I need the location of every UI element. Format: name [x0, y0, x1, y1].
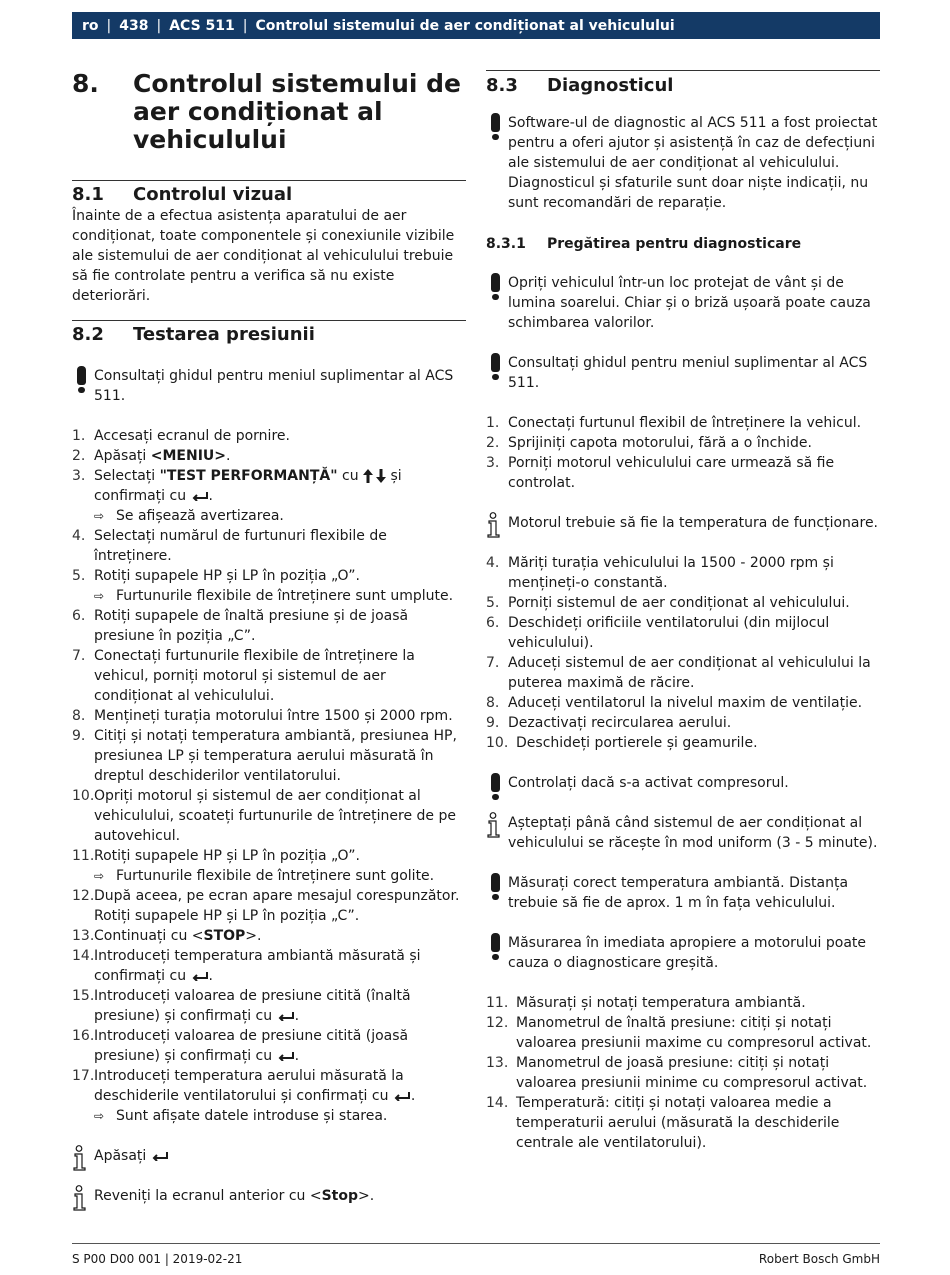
list-item: 13. Manometrul de joasă presiune: citiți și notați valoarea presiunii minime cu compresorul activat.	[486, 1055, 868, 1091]
warning-icon	[486, 353, 508, 393]
list-item: 3. Selectați "TEST PERFORMANȚĂ" cu și confirmați cu .	[72, 468, 402, 504]
list-item: 10. Deschideți portierele și geamurile.	[486, 735, 758, 751]
list-item: 13. Continuați cu <STOP>.	[72, 928, 262, 944]
list-item: 11. Măsurați și notați temperatura ambiantă.	[486, 995, 806, 1011]
header-page-number: 438	[119, 17, 149, 34]
result-arrow-icon: ⇨	[94, 869, 105, 883]
list-item: 10. Opriți motorul și sistemul de aer condiționat al vehiculului, scoateți furtunurile de întreținere de pe autovehicul.	[72, 788, 456, 844]
list-item: 6. Rotiți supapele de înaltă presiune și de joasă presiune în poziția „C”.	[72, 608, 409, 644]
step-result: ⇨ Se afișează avertizarea.	[94, 508, 284, 524]
warning-text: Consultați ghidul pentru meniul suplimentar al ACS 511.	[508, 355, 868, 391]
list-item: 12. Manometrul de înaltă presiune: citiți și notați valoarea presiunii maxime cu compresorul activat.	[486, 1015, 872, 1051]
list-item: 17. Introduceți temperatura aerului măsurată la deschiderile ventilatorului și confirmați cu .	[72, 1068, 416, 1104]
footer-doc-info	[72, 1252, 242, 1266]
step-result: ⇨ Furtunurile flexibile de întreținere sunt golite.	[94, 868, 435, 884]
warning-text: Opriți vehiculul într-un loc protejat de vânt și de lumina soarelui. Chiar și o briză ușoară poate cauza schimbarea valorilor.	[508, 275, 871, 331]
info-note: Apăsați	[72, 1146, 466, 1166]
diagnosis-measure-steps	[486, 993, 880, 1153]
warning-note	[486, 113, 880, 213]
step-result: ⇨ Furtunurile flexibile de întreținere sunt umplute.	[94, 588, 454, 604]
header-separator: |	[156, 17, 162, 34]
chapter-number: 8.	[72, 69, 99, 98]
warning-icon	[486, 773, 508, 793]
warning-text: Consultați ghidul pentru meniul suplimentar al ACS 511.	[94, 368, 454, 404]
list-item: 1. Accesați ecranul de pornire.	[72, 428, 290, 444]
pressure-test-steps	[72, 426, 466, 506]
page-header	[72, 12, 880, 39]
pressure-test-steps	[72, 606, 466, 866]
enter-key-icon	[393, 1091, 411, 1101]
header-title: Controlul sistemului de aer condiționat al vehiculului	[255, 17, 675, 34]
footer-separator: |	[164, 1252, 173, 1266]
enter-key-icon	[277, 1051, 295, 1061]
warning-icon	[486, 873, 508, 913]
diagnosis-prep-steps	[486, 413, 880, 493]
header-separator: |	[106, 17, 112, 34]
list-item: 7. Conectați furtunurile flexibile de întreținere la vehicul, porniți motorul și sistemul de aer condiționat al vehiculului.	[72, 648, 415, 704]
chapter-heading	[72, 70, 466, 154]
warning-note: Măsurați corect temperatura ambiantă. Distanța trebuie să fie de aprox. 1 m în fața vehiculului.	[486, 873, 880, 913]
info-icon	[486, 813, 508, 853]
warning-icon	[486, 933, 508, 973]
list-item: 2. Sprijiniți capota motorului, fără a o închide.	[486, 435, 812, 451]
section-number: 8.2	[72, 324, 104, 345]
section-divider	[72, 180, 466, 181]
list-item: 5. Porniți sistemul de aer condiționat al vehiculului.	[486, 595, 850, 611]
section-heading-8-1	[72, 184, 466, 206]
arrow-up-icon	[363, 469, 373, 483]
footer-doc-id: S P00 D00 001	[72, 1252, 161, 1266]
info-note: Reveniți la ecranul anterior cu <Stop>.	[72, 1186, 466, 1206]
list-item: 14. Temperatură: citiți și notați valoarea medie a temperaturii aerului (măsurată la deschiderile centrale ale ventilatorului).	[486, 1095, 840, 1151]
subsection-number: 8.3.1	[486, 236, 526, 252]
result-arrow-icon: ⇨	[94, 589, 105, 603]
enter-key-icon	[191, 971, 209, 981]
header-separator: |	[242, 17, 248, 34]
section-title: Controlul vizual	[133, 184, 293, 205]
warning-note	[486, 353, 880, 393]
list-item: 8. Mențineți turația motorului între 1500 și 2000 rpm.	[72, 708, 453, 724]
pressure-test-steps	[72, 886, 466, 1106]
subsection-title: Pregătirea pentru diagnosticare	[547, 236, 802, 252]
footer-divider	[72, 1243, 880, 1244]
enter-key-icon	[191, 491, 209, 501]
diagnosis-prep-steps	[486, 553, 880, 753]
result-arrow-icon: ⇨	[94, 1109, 105, 1123]
section-heading-8-3	[486, 75, 880, 97]
warning-note: Controlați dacă s-a activat compresorul.	[486, 773, 880, 793]
footer-company: Robert Bosch GmbH	[758, 1252, 880, 1266]
enter-key-icon	[277, 1011, 295, 1021]
list-item: 4. Selectați numărul de furtunuri flexibile de întreținere.	[72, 528, 387, 564]
chapter-title: Controlul sistemului de aer condiționat al vehiculului	[133, 69, 461, 154]
section-divider	[486, 70, 880, 71]
warning-icon	[486, 273, 508, 333]
info-note: Așteptați până când sistemul de aer condiționat al vehiculului se răcește în mod uniform (3 - 5 minute).	[486, 813, 880, 853]
header-product: ACS 511	[169, 17, 235, 34]
right-column	[486, 68, 880, 1153]
warning-icon	[72, 366, 94, 406]
list-item: 2. Apăsați <MENIU>.	[72, 448, 231, 464]
list-item: 12. După aceea, pe ecran apare mesajul corespunzător. Rotiți supapele HP și LP în poziția „C”.	[72, 888, 460, 924]
list-item: 14. Introduceți temperatura ambiantă măsurată și confirmați cu .	[72, 948, 421, 984]
visual-check-text: Înainte de a efectua asistența aparatului de aer condiționat, toate componentele și conexiunile vizibile ale sistemului de aer condiționat al vehiculului trebuie să fie controlate pentru a verifica să nu existe deteriorări.	[72, 208, 455, 304]
info-icon	[486, 513, 508, 533]
list-item: 15. Introduceți valoarea de presiune citită (înaltă presiune) și confirmați cu .	[72, 988, 411, 1024]
result-arrow-icon: ⇨	[94, 509, 105, 523]
warning-note	[72, 366, 466, 406]
section-divider	[72, 320, 466, 321]
section-title: Diagnosticul	[547, 75, 674, 96]
section-heading-8-2	[72, 324, 466, 346]
list-item: 9. Citiți și notați temperatura ambiantă, presiunea HP, presiunea LP și temperatura aerului măsurată în dreptul deschiderilor ventilatorului.	[72, 728, 457, 784]
list-item: 16. Introduceți valoarea de presiune citită (joasă presiune) și confirmați cu .	[72, 1028, 409, 1064]
warning-text: Software-ul de diagnostic al ACS 511 a fost proiectat pentru a oferi ajutor și asistență în caz de defecțiuni ale sistemului de aer condiționat al vehiculului. Diagnosticul și sfaturile sunt doar niște indicații, nu sunt recomandări de reparație.	[508, 115, 878, 211]
list-item: 8. Aduceți ventilatorul la nivelul maxim de ventilație.	[486, 695, 863, 711]
enter-key-icon	[151, 1151, 169, 1161]
section-title: Testarea presiunii	[133, 324, 315, 345]
arrow-down-icon	[376, 469, 386, 483]
section-number: 8.3	[486, 75, 518, 96]
warning-icon	[486, 113, 508, 213]
info-icon	[72, 1146, 94, 1166]
list-item: 11. Rotiți supapele HP și LP în poziția „O”.	[72, 848, 360, 864]
list-item: 4. Măriți turația vehiculului la 1500 - 2000 rpm și mențineți-o constantă.	[486, 555, 834, 591]
section-number: 8.1	[72, 184, 104, 205]
list-item: 5. Rotiți supapele HP și LP în poziția „O”.	[72, 568, 360, 584]
info-icon	[72, 1186, 94, 1206]
info-note: Motorul trebuie să fie la temperatura de funcționare.	[486, 513, 880, 533]
list-item: 9. Dezactivați recircularea aerului.	[486, 715, 732, 731]
list-item: 6. Deschideți orificiile ventilatorului (din mijlocul vehiculului).	[486, 615, 830, 651]
header-lang: ro	[82, 17, 99, 34]
step-result: ⇨ Sunt afișate datele introduse și starea.	[94, 1108, 388, 1124]
list-item: 3. Porniți motorul vehiculului care urmează să fie controlat.	[486, 455, 835, 491]
list-item: 7. Aduceți sistemul de aer condiționat al vehiculului la puterea maximă de răcire.	[486, 655, 871, 691]
left-column	[72, 68, 466, 1206]
pressure-test-steps	[72, 526, 466, 586]
subsection-heading-8-3-1	[486, 235, 880, 253]
list-item: 1. Conectați furtunul flexibil de întreținere la vehicul.	[486, 415, 862, 431]
warning-note: Măsurarea în imediata apropiere a motorului poate cauza o diagnosticare greșită.	[486, 933, 880, 973]
footer-date: 2019-02-21	[172, 1252, 243, 1266]
warning-note	[486, 273, 880, 333]
